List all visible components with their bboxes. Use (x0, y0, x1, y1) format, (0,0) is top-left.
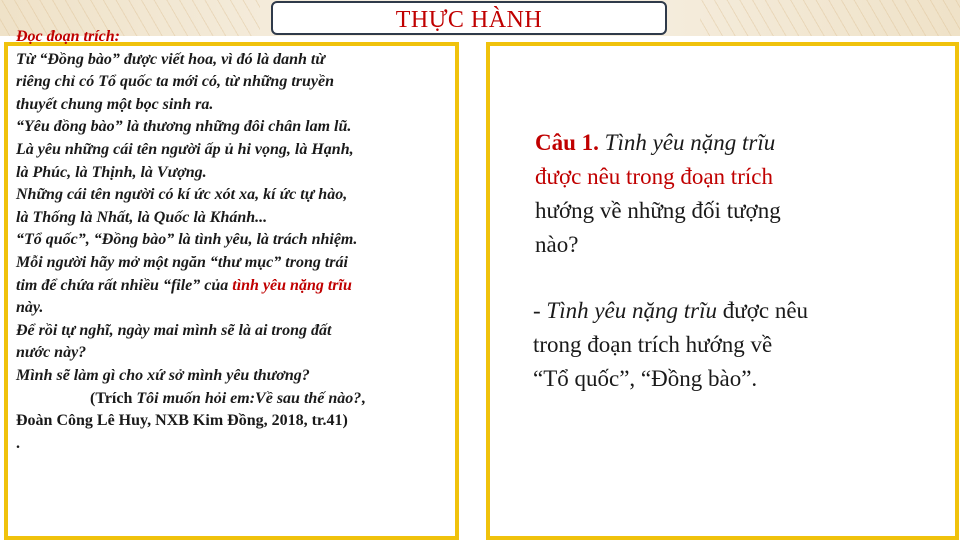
header-ornament-right (700, 0, 960, 40)
question-label: Câu 1. (535, 130, 599, 155)
excerpt-line: thuyết chung một bọc sinh ra. (16, 95, 214, 113)
question-line-4: nào? (535, 232, 579, 257)
slide-title: THỰC HÀNH (395, 7, 543, 33)
excerpt-line: Mình sẽ làm gì cho xứ sở mình yêu thương? (16, 366, 310, 384)
excerpt-line: Là yêu những cái tên người ấp ủ hi vọng, là Hạnh, (16, 140, 354, 158)
question-panel (486, 42, 959, 540)
excerpt-line: “Yêu đồng bào” là thương những đôi chân lam lũ. (16, 118, 352, 136)
excerpt-line-prefix: tim để chứa rất nhiều “file” của (16, 276, 233, 294)
answer-text (533, 294, 943, 396)
excerpt-line: Mỗi người hãy mở một ngăn “thư mục” trong trái (16, 253, 348, 271)
question-phrase: Tình yêu nặng trĩu (598, 130, 776, 155)
question-line-2: được nêu trong đoạn trích (535, 164, 773, 189)
citation-title: Tôi muốn hỏi em:Về sau thế nào? (136, 389, 362, 407)
answer-line-2: trong đoạn trích hướng về (533, 332, 773, 357)
excerpt-line: Từ “Đồng bào” được viết hoa, vì đó là danh từ (16, 50, 325, 68)
citation-dot: . (16, 434, 20, 452)
excerpt-line: là Phúc, là Thịnh, là Vượng. (16, 163, 207, 181)
citation-open: (Trích (90, 389, 137, 407)
answer-line-1 (533, 294, 943, 328)
citation-line-2: Đoàn Công Lê Huy, NXB Kim Đồng, 2018, tr.41) (16, 412, 348, 430)
excerpt-line: nước này? (16, 344, 87, 362)
excerpt-text (16, 26, 456, 455)
answer-line-3: “Tổ quốc”, “Đồng bào”. (533, 366, 758, 391)
question-line-3: hướng về những đối tượng (535, 198, 781, 223)
excerpt-line: Những cái tên người có kí ức xót xa, kí ức tự hào, (16, 186, 348, 204)
question-text (535, 126, 935, 262)
highlighted-phrase: tình yêu nặng trĩu (232, 276, 352, 294)
excerpt-line: riêng chỉ có Tổ quốc ta mới có, từ những truyền (16, 73, 334, 91)
citation-comma: , (361, 389, 366, 407)
answer-dash: - (533, 298, 547, 323)
answer-line-1-rest: được nêu (717, 298, 809, 323)
excerpt-heading: Đọc đoạn trích: (16, 28, 120, 45)
excerpt-line: “Tổ quốc”, “Đồng bào” là tình yêu, là trách nhiệm. (16, 231, 358, 249)
citation-line-1 (16, 388, 456, 411)
excerpt-line-highlight (16, 275, 456, 298)
excerpt-line: này. (16, 299, 44, 317)
question-line-1 (535, 126, 935, 160)
excerpt-line: Để rồi tự nghĩ, ngày mai mình sẽ là ai trong đất (16, 321, 332, 339)
answer-phrase: Tình yêu nặng trĩu (546, 298, 718, 323)
excerpt-line: là Thống là Nhất, là Quốc là Khánh... (16, 208, 268, 226)
